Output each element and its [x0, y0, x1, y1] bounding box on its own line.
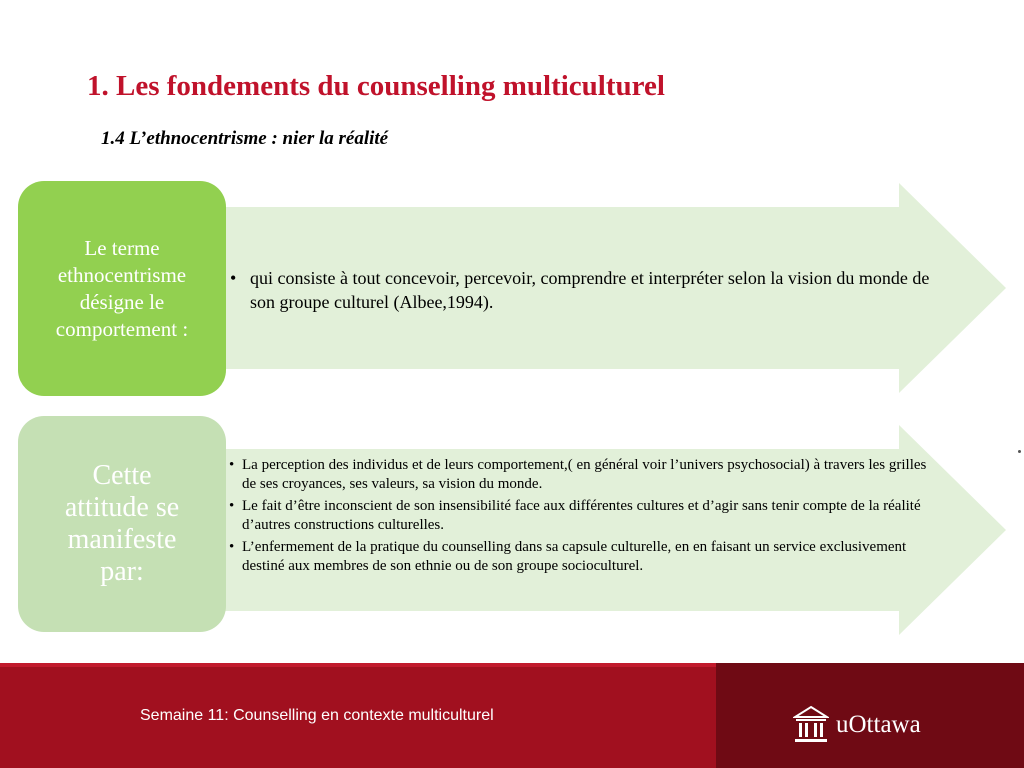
slide-title: 1. Les fondements du counselling multiculturel: [87, 70, 665, 102]
definition-label-line: Le terme: [84, 235, 160, 260]
footer-bar: [0, 663, 1024, 768]
logo-text: uOttawa: [836, 711, 921, 738]
definition-bullet-list: [228, 266, 955, 314]
manifestation-label-line: par:: [100, 556, 144, 587]
bullet-item: • L’enfermement de la pratique du counselling dans sa capsule culturelle, en en faisant un service exclusivement destiné aux membres de son ethnie ou de son groupe socioculturel.: [242, 538, 932, 576]
university-building-icon: [793, 705, 829, 745]
definition-label-line: désigne le: [79, 289, 165, 314]
manifestation-label-line: Cette: [92, 460, 152, 491]
definition-label-line: ethnocentrisme: [57, 262, 187, 287]
footer-course-title: Semaine 11: Counselling en contexte multiculturel: [140, 707, 494, 724]
manifestation-label-box: [18, 416, 226, 632]
bullet-item: • La perception des individus et de leurs comportement,( en général voir l’univers psychosocial) à travers les grilles de ses croyances, ses valeurs, sa vision du monde.: [242, 456, 932, 494]
definition-label-line: comportement :: [55, 316, 189, 341]
manifestation-label-line: manifeste: [67, 524, 177, 555]
bullet-item: • qui consiste à tout concevoir, percevoir, comprendre et interpréter selon la vision du monde de son groupe culturel (Albee,1994).: [250, 266, 955, 314]
slide-subtitle: 1.4 L’ethnocentrisme : nier la réalité: [101, 128, 389, 149]
bullet-item: • Le fait d’être inconscient de son insensibilité face aux différentes cultures et d’agir sans tenir compte de la réalité d’autres constructions culturelles.: [242, 497, 932, 535]
stray-dot: [1018, 450, 1021, 453]
university-logo: [793, 705, 921, 745]
definition-label-box: [18, 181, 226, 396]
manifestation-label-line: attitude se: [64, 492, 180, 523]
manifestation-bullet-list: [228, 456, 932, 579]
